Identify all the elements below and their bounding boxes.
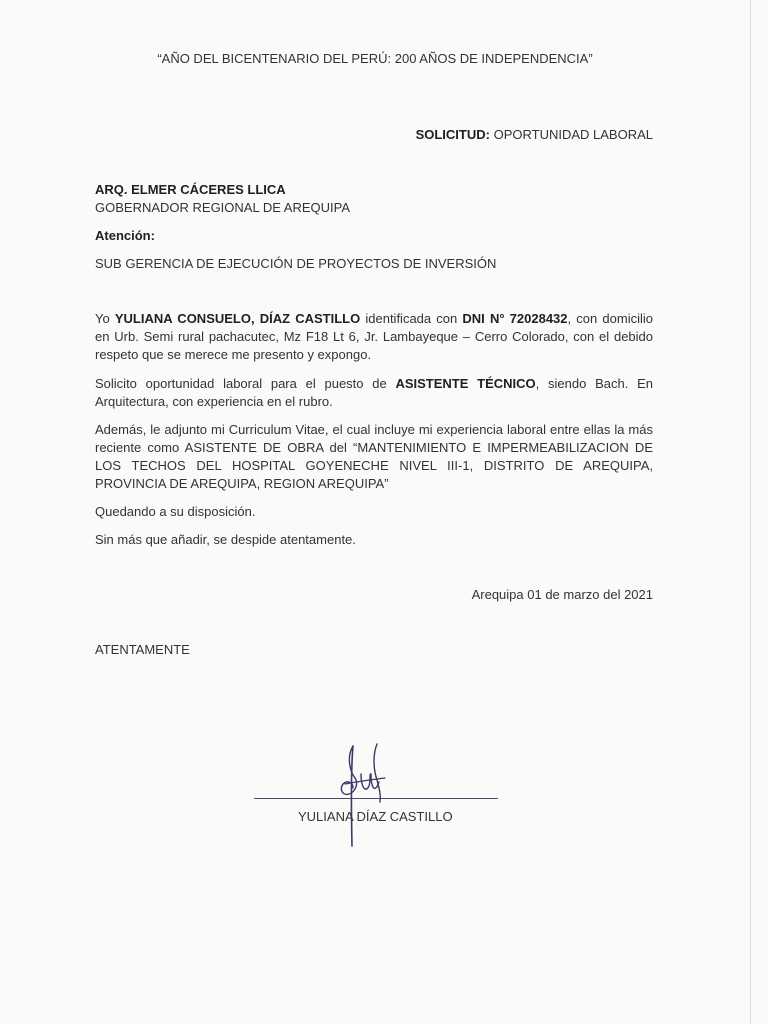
paragraph-farewell: Sin más que añadir, se despide atentamente. [95,532,356,547]
requested-position: ASISTENTE TÉCNICO [395,376,536,391]
request-rest: , siendo Bach. En Arquitectura, con experiencia en el rubro. [95,376,653,409]
applicant-dni: DNI N° 72028432 [462,311,568,326]
attention-value: SUB GERENCIA DE EJECUCIÓN DE PROYECTOS DE INVERSIÓN [95,256,497,271]
intro-rest: , con domicilio en Urb. Semi rural pachacutec, Mz F18 Lt 6, Jr. Lambayeque – Cerro Colorado, con el debido respeto que se merece me presento y expongo. [95,311,653,362]
subject-value: OPORTUNIDAD LABORAL [489,127,653,142]
page-edge [750,0,751,1024]
attention-label: Atención: [95,228,155,243]
paragraph-introduction [95,310,653,364]
recipient-name: ARQ. ELMER CÁCERES LLICA [95,182,286,197]
paragraph-experience: Además, le adjunto mi Curriculum Vitae, el cual incluye mi experiencia laboral entre ellas la más reciente como ASISTENTE DE OBRA del “MANTENIMIENTO E IMPERMEABILIZACION DE LOS TECHOS DEL HOSPITAL GOYENECHE NIVEL III-1, DISTRITO DE AREQUIPA, PROVINCIA DE AREQUIPA, REGION AREQUIPA” [95,422,653,491]
intro-middle: identificada con [360,311,463,326]
handwritten-signature [325,738,405,848]
signer-name: YULIANA DÍAZ CASTILLO [298,809,453,824]
subject-line [416,126,653,144]
subject-label: SOLICITUD: [415,127,490,142]
intro-prefix: Yo [95,311,115,326]
request-prefix: Solicito oportunidad laboral para el puesto de [95,376,396,391]
recipient-title: GOBERNADOR REGIONAL DE AREQUIPA [95,200,350,215]
year-motto: “AÑO DEL BICENTENARIO DEL PERÚ: 200 AÑOS DE INDEPENDENCIA” [157,51,593,66]
applicant-name: YULIANA CONSUELO, DÍAZ CASTILLO [114,311,361,326]
date-line: Arequipa 01 de marzo del 2021 [471,587,653,602]
closing: ATENTAMENTE [95,642,190,657]
paragraph-request [95,375,653,411]
paragraph-availability: Quedando a su disposición. [95,504,256,519]
